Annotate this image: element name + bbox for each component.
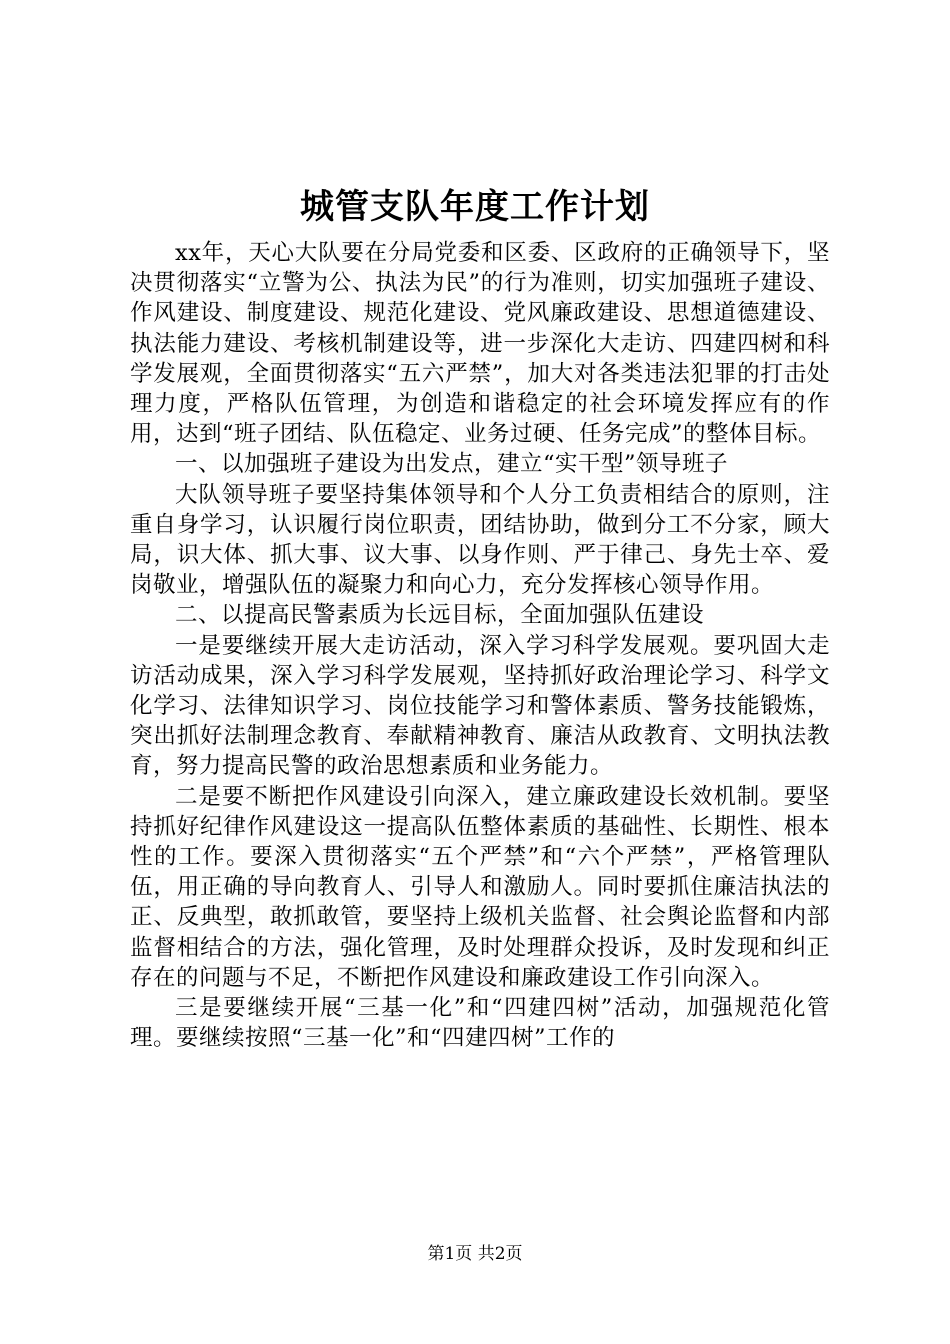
paragraph-leadership: 大队领导班子要坚持集体领导和个人分工负责相结合的原则，注重自身学习，认识履行岗位职责，团结协助，做到分工不分家，顾大局，识大体、抓大事、议大事、以身作则、严于律己、身先士卒、爱岗敬业，增强队伍的凝聚力和向心力，充分发挥核心领导作用。 (130, 481, 830, 599)
paragraph-item-3: 三是要继续开展“三基一化”和“四建四树”活动，加强规范化管理。要继续按照“三基一化”和“四建四树”工作的 (130, 995, 830, 1052)
section-heading-2: 二、以提高民警素质为长远目标，全面加强队伍建设 (175, 602, 705, 629)
document-body (130, 238, 830, 1053)
section-heading-1: 一、以加强班子建设为出发点，建立“实干型”领导班子 (175, 451, 729, 478)
paragraph-item-1: 一是要继续开展大走访活动，深入学习科学发展观。要巩固大走访活动成果，深入学习科学发展观，坚持抓好政治理论学习、科学文化学习、法律知识学习、岗位技能学习和警体素质、警务技能锻炼，突出抓好法制理念教育、奉献精神教育、廉洁从政教育、文明执法教育，努力提高民警的政治思想素质和业务能力。 (130, 632, 830, 780)
document-title: 城管支队年度工作计划 (300, 187, 650, 227)
page-number-footer: 第1页 共2页 (427, 1244, 523, 1264)
paragraph-intro: xx年，天心大队要在分局党委和区委、区政府的正确领导下，坚决贯彻落实“立警为公、执法为民”的行为准则，切实加强班子建设、作风建设、制度建设、规范化建设、党风廉政建设、思想道德建设、执法能力建设、考核机制建设等，进一步深化大走访、四建四树和科学发展观，全面贯彻落实“五六严禁”，加大对各类违法犯罪的打击处理力度，严格队伍管理，为创造和谐稳定的社会环境发挥应有的作用，达到“班子团结、队伍稳定、业务过硬、任务完成”的整体目标。 (130, 240, 830, 448)
paragraph-item-2: 二是要不断把作风建设引向深入，建立廉政建设长效机制。要坚持抓好纪律作风建设这一提高队伍整体素质的基础性、长期性、根本性的工作。要深入贯彻落实“五个严禁”和“六个严禁”，严格管理队伍，用正确的导向教育人、引导人和激励人。同时要抓住廉洁执法的正、反典型，敢抓敢管，要坚持上级机关监督、社会舆论监督和内部监督相结合的方法，强化管理，及时处理群众投诉，及时发现和纠正存在的问题与不足，不断把作风建设和廉政建设工作引向深入。 (130, 783, 830, 991)
